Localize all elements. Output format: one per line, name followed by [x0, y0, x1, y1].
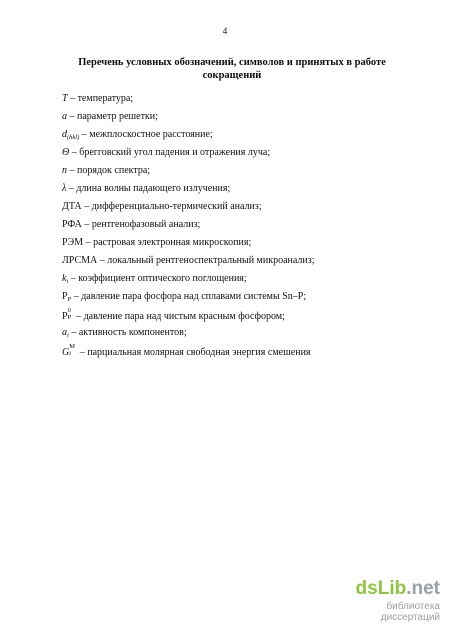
item-text: – давление пара над чистым красным фосфором; — [73, 311, 285, 322]
item-superscript: 0 — [67, 307, 71, 314]
list-item — [62, 291, 306, 304]
item-subscript: i — [66, 278, 69, 285]
item-symbol: РФА — [62, 219, 82, 230]
item-scripts — [69, 345, 77, 355]
watermark-tagline: библиотека диссертаций — [380, 601, 440, 623]
item-text: – парциальная молярная свободная энергия смешения — [77, 347, 311, 358]
item-symbol: n — [62, 165, 67, 176]
item-symbol: РЭМ — [62, 237, 84, 248]
item-text: – температура; — [67, 93, 134, 104]
watermark — [330, 579, 440, 623]
item-symbol: T — [62, 93, 68, 104]
item-scripts — [68, 309, 74, 319]
list-item — [62, 219, 200, 231]
logo-tld: .net — [406, 578, 440, 599]
list-item — [62, 273, 247, 286]
item-subscript: (hkl) — [67, 134, 80, 141]
item-text: – дифференциально-термический анализ; — [81, 201, 262, 212]
list-item — [62, 165, 150, 177]
item-symbol: a — [62, 111, 67, 122]
item-symbol: G — [62, 347, 70, 358]
item-text: – параметр решетки; — [67, 111, 158, 122]
logo-main: dsLib — [355, 578, 407, 599]
list-item — [62, 129, 213, 142]
item-symbol: P — [62, 311, 68, 322]
item-text: – межплоскостное расстояние; — [79, 129, 213, 140]
item-text: – коэффициент оптического поглощения; — [68, 273, 247, 284]
item-symbol: Θ — [62, 147, 70, 158]
list-item — [62, 201, 262, 213]
list-item — [62, 237, 251, 249]
item-symbol: k — [62, 273, 67, 284]
list-item — [62, 255, 315, 267]
item-text: – порядок спектра; — [67, 165, 151, 176]
list-item — [62, 327, 187, 340]
item-subscript: i — [69, 350, 72, 357]
item-text: – активность компонентов; — [68, 327, 187, 338]
list-item — [62, 93, 133, 105]
item-symbol: P — [62, 291, 68, 302]
item-symbol: ДТА — [62, 201, 82, 212]
item-symbol: λ — [62, 183, 67, 194]
item-symbol: d — [62, 129, 67, 140]
item-symbol: ЛРСМА — [62, 255, 98, 266]
item-text: – рентгенофазовый анализ; — [81, 219, 201, 230]
item-subscript: P — [67, 314, 72, 321]
page-title: Перечень условных обозначений, символов и принятых в работе сокращений — [78, 57, 386, 81]
list-item — [62, 309, 285, 323]
item-subscript: P — [67, 296, 72, 303]
list-item — [62, 183, 230, 195]
item-text: – длина волны падающего излучения; — [66, 183, 231, 194]
item-symbol: a — [62, 327, 67, 338]
dslib-logo — [330, 579, 440, 599]
item-superscript: M — [69, 343, 76, 350]
item-text: – брегговский угол падения и отражения луча; — [69, 147, 271, 158]
item-text: – локальный рентгеноспектральный микроанализ; — [97, 255, 315, 266]
item-text: – давление пара фосфора над сплавами системы Sn–P; — [71, 291, 307, 302]
list-item — [62, 147, 270, 159]
list-item — [62, 111, 158, 123]
item-text: – растровая электронная микроскопия; — [83, 237, 252, 248]
item-subscript: i — [67, 332, 69, 339]
page-number: 4 — [222, 26, 228, 36]
list-item — [62, 345, 311, 359]
